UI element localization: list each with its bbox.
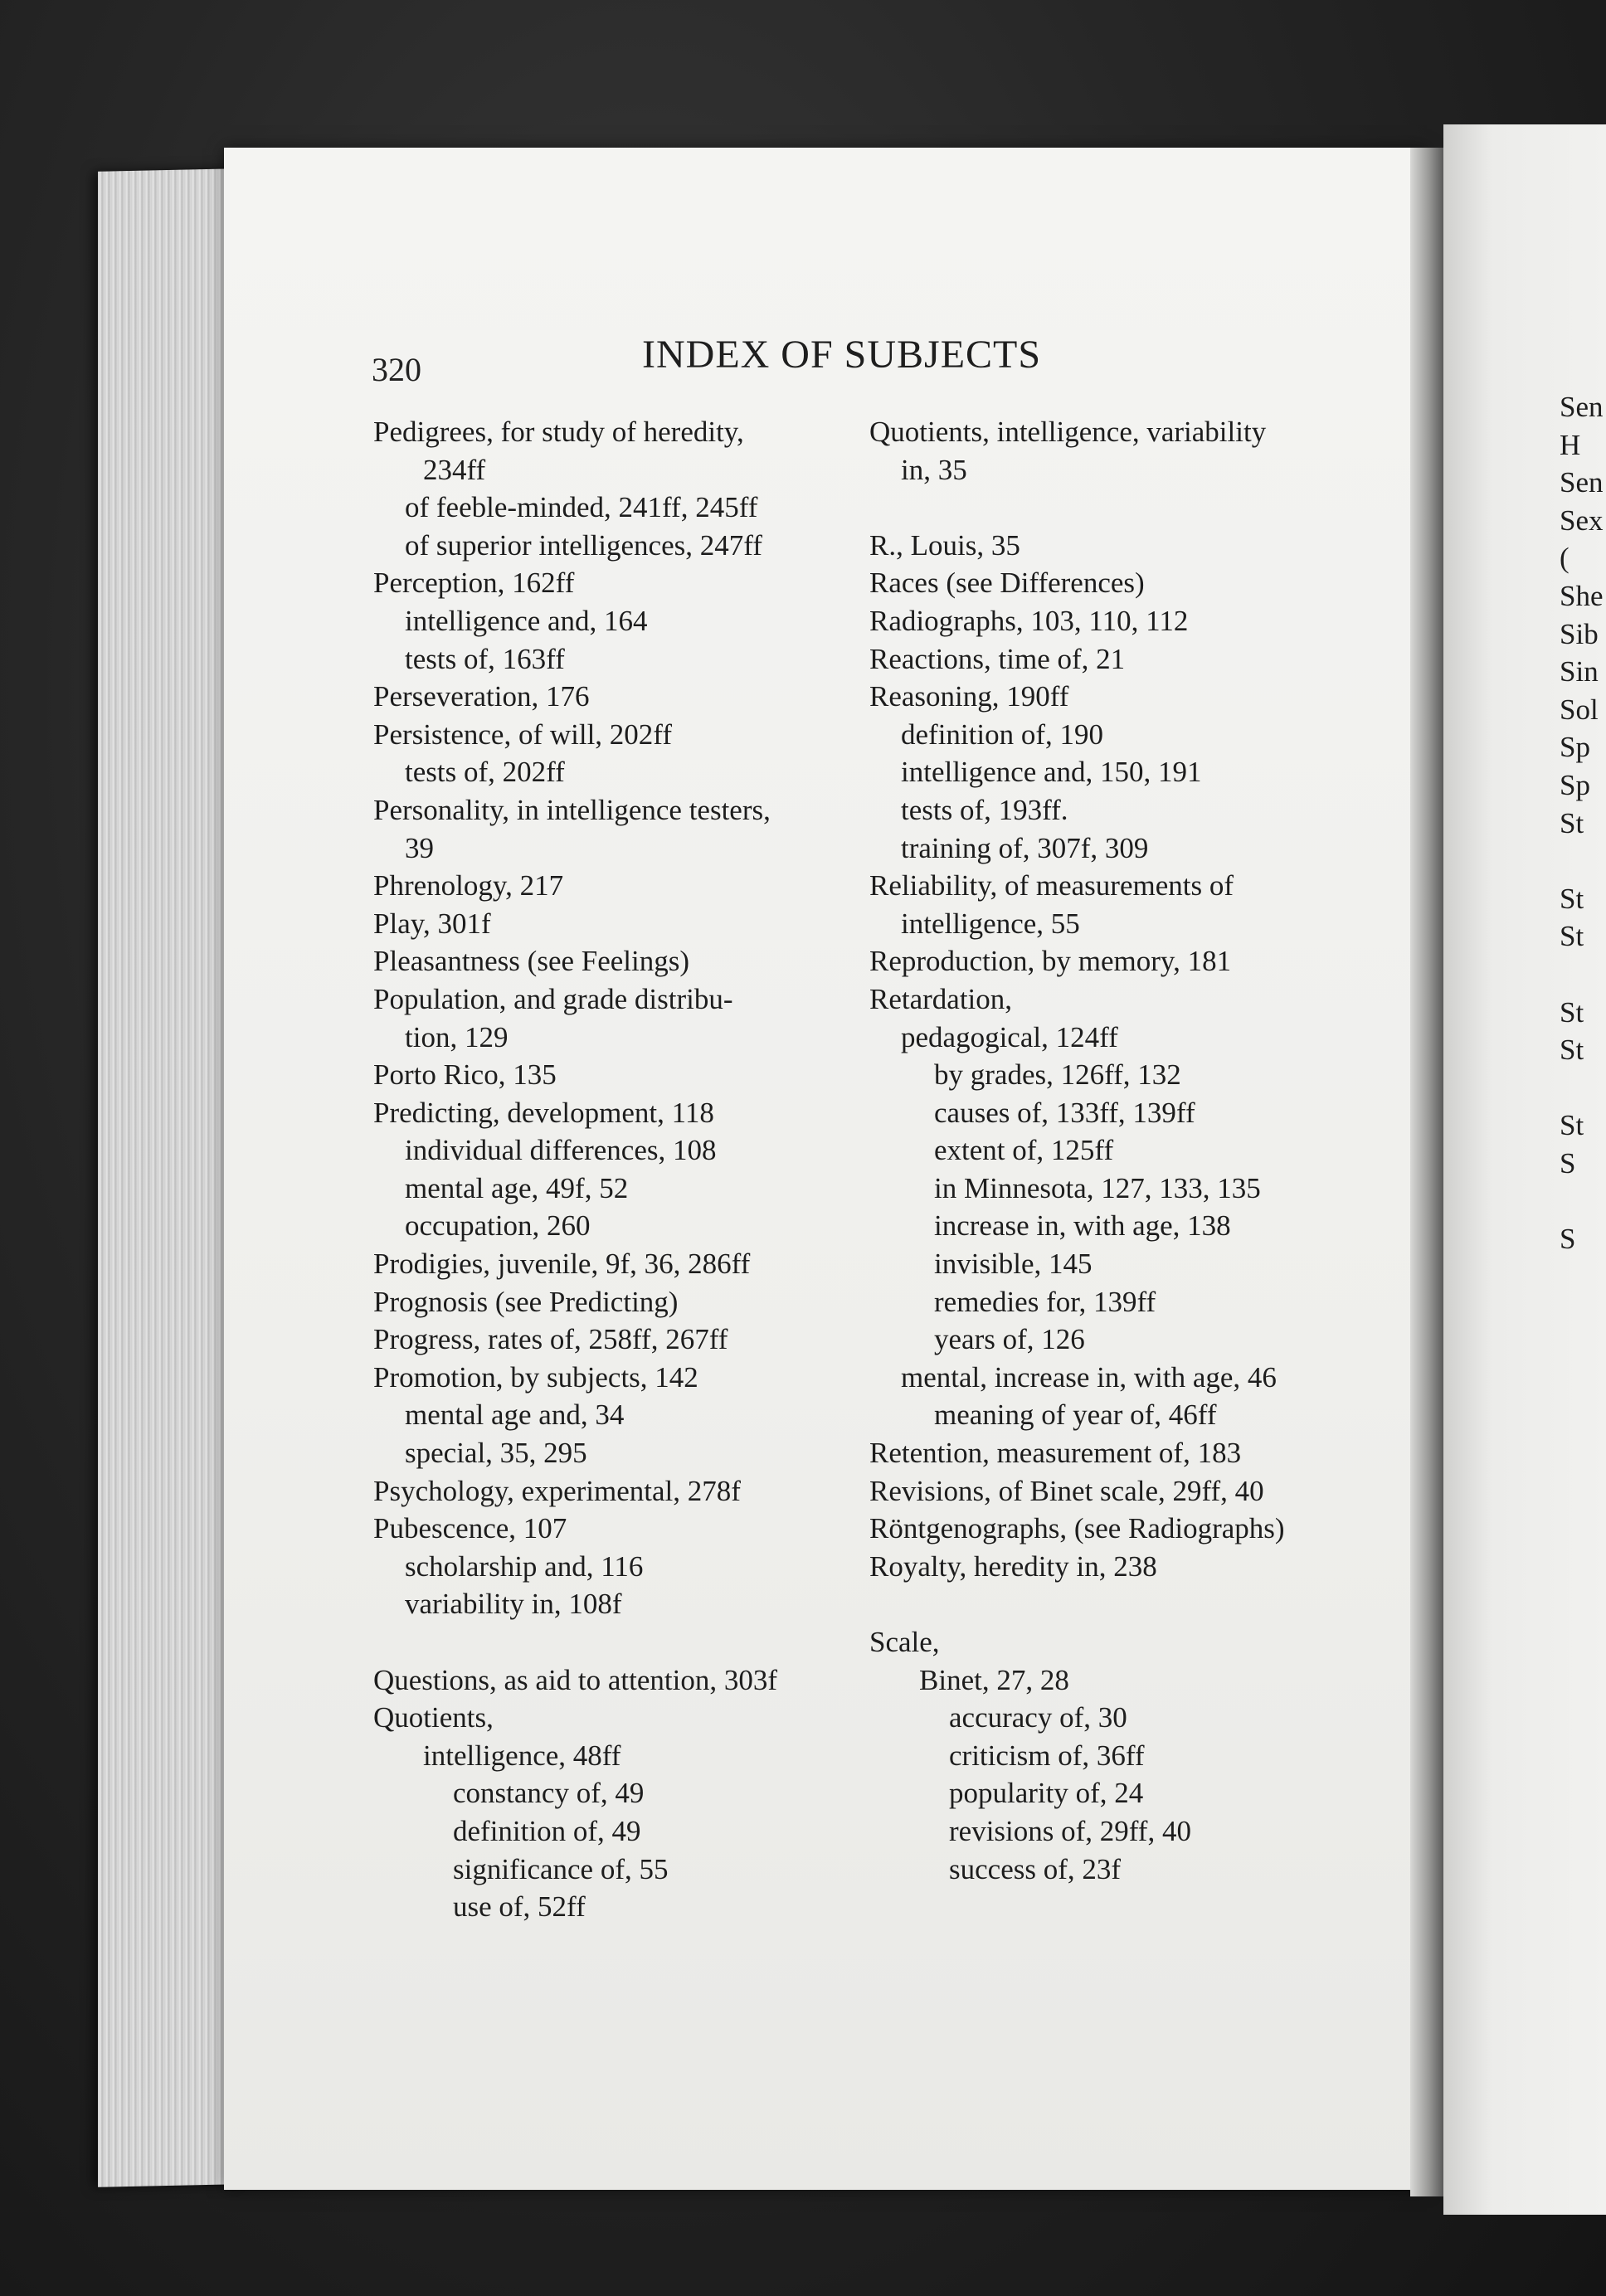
facing-page-fragment: Sp xyxy=(1560,731,1590,764)
facing-page-fragment: S xyxy=(1560,1146,1576,1180)
index-subentry: use of, 52ff xyxy=(453,1890,586,1924)
page-number: 320 xyxy=(372,351,421,388)
index-subentry: tests of, 193ff. xyxy=(901,793,1068,826)
index-subentry: remedies for, 139ff xyxy=(934,1285,1156,1318)
book-page-edges xyxy=(98,168,239,2187)
facing-page-fragment: H xyxy=(1560,428,1581,461)
index-heading: Progress, rates of, 258ff, 267ff xyxy=(373,1323,728,1356)
index-subentry: intelligence, 48ff xyxy=(423,1739,621,1772)
index-subentry: 39 xyxy=(405,831,434,864)
page-header xyxy=(372,332,1400,388)
index-heading: Predicting, development, 118 xyxy=(373,1096,714,1129)
index-heading: Scale, xyxy=(869,1626,940,1658)
facing-page-fragment xyxy=(1560,1182,1604,1220)
index-column-left xyxy=(373,413,838,1926)
facing-page-fragment: St xyxy=(1560,882,1584,915)
index-subentry: tests of, 202ff xyxy=(405,756,565,789)
facing-page-fragment: St xyxy=(1560,1034,1584,1067)
index-heading: Reliability, of measurements of xyxy=(869,869,1234,902)
index-heading: Persistence, of will, 202ff xyxy=(373,718,672,751)
index-column-right xyxy=(869,413,1400,1888)
facing-page-fragment: S xyxy=(1560,1223,1576,1256)
index-subentry: of feeble-minded, 241ff, 245ff xyxy=(405,491,758,524)
index-gap xyxy=(373,1623,838,1661)
index-subentry: increase in, with age, 138 xyxy=(934,1209,1231,1243)
index-subentry: years of, 126 xyxy=(934,1323,1085,1356)
index-subentry: mental age and, 34 xyxy=(405,1399,625,1432)
book-gutter xyxy=(1410,148,1443,2196)
index-heading: Royalty, heredity in, 238 xyxy=(869,1549,1157,1583)
index-subentry: tests of, 163ff xyxy=(405,642,565,675)
index-heading: Revisions, of Binet scale, 29ff, 40 xyxy=(869,1474,1264,1507)
index-heading: Retardation, xyxy=(869,982,1013,1015)
facing-page-fragments xyxy=(1560,388,1604,1258)
facing-page-fragment: Sol xyxy=(1560,693,1599,726)
index-subentry: invisible, 145 xyxy=(934,1248,1093,1281)
index-subentry: pedagogical, 124ff xyxy=(901,1020,1118,1053)
index-subentry: in Minnesota, 127, 133, 135 xyxy=(934,1171,1261,1204)
index-subentry: special, 35, 295 xyxy=(405,1437,587,1470)
index-subentry: scholarship and, 116 xyxy=(405,1549,644,1583)
facing-page-fragment: She xyxy=(1560,579,1604,612)
facing-page-fragment: St xyxy=(1560,806,1584,839)
facing-page-fragment xyxy=(1560,842,1604,880)
index-heading: Psychology, experimental, 278f xyxy=(373,1474,741,1507)
index-heading: Promotion, by subjects, 142 xyxy=(373,1360,698,1394)
index-heading: Pleasantness (see Feelings) xyxy=(373,945,690,978)
facing-page-fragment: Sib xyxy=(1560,617,1599,650)
index-heading: R., Louis, 35 xyxy=(869,528,1020,562)
index-heading: Perception, 162ff xyxy=(373,567,575,600)
facing-page-fragment: Sen xyxy=(1560,466,1604,499)
index-subentry: definition of, 49 xyxy=(453,1814,641,1847)
index-subentry: 234ff xyxy=(423,453,486,486)
facing-page-fragment: Sen xyxy=(1560,391,1604,423)
index-heading: Radiographs, 103, 110, 112 xyxy=(869,604,1189,637)
index-gap xyxy=(869,489,1400,527)
facing-page-fragment: St xyxy=(1560,995,1584,1029)
index-subentry: revisions of, 29ff, 40 xyxy=(949,1814,1191,1847)
index-subentry: success of, 23f xyxy=(949,1852,1122,1885)
index-heading: Pedigrees, for study of heredity, xyxy=(373,416,744,448)
index-subentry: popularity of, 24 xyxy=(949,1777,1144,1810)
index-heading: Quotients, xyxy=(373,1701,494,1734)
index-subentry: definition of, 190 xyxy=(901,718,1103,751)
index-heading: Play, 301f xyxy=(373,907,491,940)
index-heading: Prognosis (see Predicting) xyxy=(373,1285,679,1318)
index-heading: Perseveration, 176 xyxy=(373,680,590,713)
facing-page-fragment: Sp xyxy=(1560,768,1590,801)
index-heading: Personality, in intelligence testers, xyxy=(373,793,771,826)
index-subentry: of superior intelligences, 247ff xyxy=(405,528,762,562)
index-heading: Porto Rico, 135 xyxy=(373,1058,557,1092)
index-subentry: Binet, 27, 28 xyxy=(919,1663,1069,1696)
index-heading: Questions, as aid to attention, 303f xyxy=(373,1663,778,1696)
index-subentry: significance of, 55 xyxy=(453,1852,669,1885)
index-subentry: occupation, 260 xyxy=(405,1209,591,1243)
index-heading: Phrenology, 217 xyxy=(373,869,564,902)
index-heading: Reproduction, by memory, 181 xyxy=(869,945,1232,978)
index-subentry: intelligence and, 150, 191 xyxy=(901,756,1202,789)
facing-page-fragment: Sin xyxy=(1560,655,1599,688)
facing-page-fragment: ( xyxy=(1560,542,1570,575)
facing-page-fragment: St xyxy=(1560,1109,1584,1142)
index-heading: Prodigies, juvenile, 9f, 36, 286ff xyxy=(373,1248,751,1281)
index-subentry: criticism of, 36ff xyxy=(949,1739,1145,1772)
index-subentry: causes of, 133ff, 139ff xyxy=(934,1096,1195,1129)
index-heading: Population, and grade distribu- xyxy=(373,982,733,1015)
index-subentry: individual differences, 108 xyxy=(405,1134,717,1167)
index-subentry: constancy of, 49 xyxy=(453,1777,645,1810)
index-subentry: mental age, 49f, 52 xyxy=(405,1171,629,1204)
index-subentry: extent of, 125ff xyxy=(934,1134,1114,1167)
running-head: INDEX OF SUBJECTS xyxy=(642,333,1042,377)
index-gap xyxy=(869,1585,1400,1623)
facing-page-fragment: St xyxy=(1560,920,1584,953)
index-subentry: tion, 129 xyxy=(405,1020,509,1053)
index-heading: Races (see Differences) xyxy=(869,567,1145,600)
index-subentry: intelligence, 55 xyxy=(901,907,1080,940)
index-heading: Röntgenographs, (see Radiographs) xyxy=(869,1512,1285,1545)
index-subentry: accuracy of, 30 xyxy=(949,1701,1127,1734)
facing-page-fragment xyxy=(1560,956,1604,994)
index-heading: Quotients, intelligence, variability xyxy=(869,416,1267,448)
index-subentry: in, 35 xyxy=(901,453,967,486)
index-subentry: variability in, 108f xyxy=(405,1588,622,1621)
facing-page-fragment: Sex xyxy=(1560,503,1604,537)
index-heading: Reasoning, 190ff xyxy=(869,680,1069,713)
index-subentry: meaning of year of, 46ff xyxy=(934,1399,1217,1432)
index-heading: Reactions, time of, 21 xyxy=(869,642,1126,675)
index-heading: Retention, measurement of, 183 xyxy=(869,1437,1242,1470)
index-subentry: mental, increase in, with age, 46 xyxy=(901,1360,1277,1394)
index-subentry: training of, 307f, 309 xyxy=(901,831,1149,864)
index-subentry: intelligence and, 164 xyxy=(405,604,648,637)
index-heading: Pubescence, 107 xyxy=(373,1512,567,1545)
index-subentry: by grades, 126ff, 132 xyxy=(934,1058,1181,1092)
facing-page-fragment xyxy=(1560,1069,1604,1107)
